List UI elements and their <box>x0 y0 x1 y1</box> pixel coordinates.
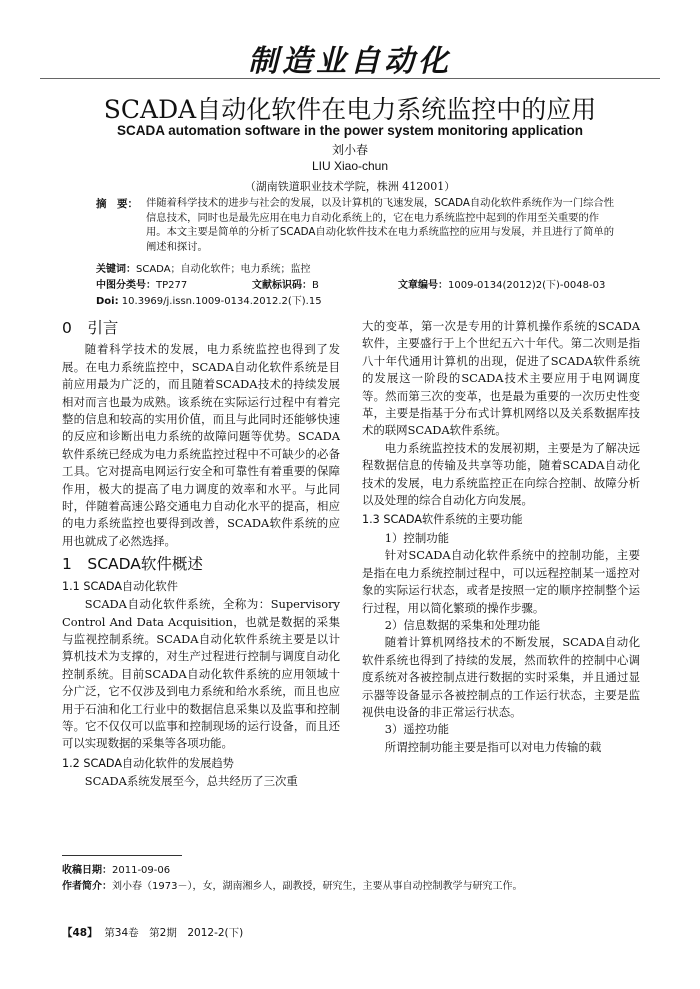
doi-row <box>96 294 322 309</box>
article-number-value: 1009-0134(2012)2(下)-0048-03 <box>448 280 606 291</box>
introduction-paragraph: 随着科学技术的发展，电力系统监控也得到了发展。在电力系统监控中，SCADA自动化软件系统是目前应用最为广泛的，而且随着SCADA技术的持续发展相对而言也最为成熟。该系统在实际运行过程中有着完整的信息和较高的实用价值，而且与此同时还能够快速的反应和诊断出电力系统的故障问题等优势。SCADA软件系统已经成为电力系统监控过程中不可缺少的必备工具。它对提高电网运行安全和可靠性有着重要的保障作用，极大的提高了电力调度的效率和水平。与此同时，伴随着高速公路交通电力自动化水平的提高，相应的电力系统监控也要得到改善，SCADA软件系统的应用也就成了必然选择。 <box>62 342 340 548</box>
affiliation: （湖南铁道职业技术学院，株洲 412001） <box>244 180 456 193</box>
author-bio-row <box>62 877 662 892</box>
left-column <box>62 314 340 791</box>
footnote-divider <box>62 855 182 856</box>
paper-title-english: SCADA automation software in the power system monitoring application <box>116 123 584 138</box>
section-1-1-paragraph: SCADA自动化软件系统，全称为：Supervisory Control And Data Acquisition，也就是数据的采集与监视控制系统。SCADA自动化软件系统主要是以计算机技术为支撑的，对生产过程进行控制与调度自动化控制系统。目前SCADA自动化软件系统的应用领域十分广泛，它不仅涉及到电力系统和给水系统，而且也应用于石油和化工行业中的数据信息采集以及监事和控制等。它不仅仅可以监事和控制现场的运行设备，而且还可以实现数据的采集等各项功能。 <box>62 597 340 751</box>
received-date-value: 2011-09-06 <box>112 865 171 876</box>
section-1-2-heading: 1.2 SCADA自动化软件的发展趋势 <box>62 756 234 770</box>
volume-issue: 第34卷 第2期 2012-2(下) <box>104 927 244 939</box>
doi-value: 10.3969/j.issn.1009-0134.2012.2(下).15 <box>121 296 322 307</box>
right-column <box>362 318 640 756</box>
doc-code-label: 文献标识码： <box>252 280 312 291</box>
clc-row <box>96 278 187 293</box>
received-date-label: 收稿日期： <box>62 865 112 876</box>
keywords-text: SCADA；自动化软件；电力系统；监控 <box>136 264 311 275</box>
function-3-paragraph: 所谓控制功能主要是指可以对电力传输的载 <box>384 739 602 754</box>
section-1-2-paragraph: SCADA系统发展至今，总共经历了三次重 <box>84 774 298 789</box>
received-date-row <box>62 861 170 876</box>
author-name-english: LIU Xiao-chun <box>311 159 389 173</box>
keywords-row <box>96 262 311 277</box>
author-bio-value: 刘小春（1973－），女，湖南湘乡人，副教授，研究生，主要从事自动控制教学与研究工作。 <box>112 881 523 892</box>
clc-label: 中图分类号： <box>96 280 156 291</box>
section-1-1-heading: 1.1 SCADA自动化软件 <box>62 579 178 593</box>
header-divider <box>40 78 660 79</box>
function-3-heading: 3）遥控功能 <box>384 722 449 737</box>
author-bio-label: 作者简介： <box>62 881 112 892</box>
article-number-label: 文章编号： <box>398 280 448 291</box>
section-1-heading: 1 SCADA软件概述 <box>62 555 203 574</box>
clc-value: TP277 <box>156 280 188 291</box>
function-1-paragraph: 针对SCADA自动化软件系统中的控制功能，主要是指在电力系统控制过程中，可以远程控制某一遥控对象的实际运行状态，或者是按照一定的顺序控制整个运行过程，用以简化繁琐的操作步骤。 <box>362 548 640 615</box>
continuation-paragraph: 大的变革，第一次是专用的计算机操作系统的SCADA软件，主要盛行于上个世纪五六十年代。第二次则是指八十年代通用计算机的出现，促进了SCADA软件系统的发展这一阶段的SCADA技术主要应用于电网调度等。然而第三次的变革，也是最为重要的一次历史性变革，主要是指基于分布式计算机网络以及关系数据库技术的联网SCADA软件系统。 <box>362 319 640 438</box>
page-number: 【48】 <box>62 927 98 939</box>
article-number-row <box>398 278 605 293</box>
function-1-heading: 1）控制功能 <box>384 530 449 545</box>
section-1-3-heading: 1.3 SCADA软件系统的主要功能 <box>362 513 523 527</box>
doi-label: Doi: <box>96 296 119 307</box>
paper-title: SCADA自动化软件在电力系统监控中的应用 <box>103 95 597 124</box>
development-paragraph: 电力系统监控技术的发展初期，主要是为了解决远程数据信息的传输及共享等功能，随着SCADA自动化技术的发展，电力系统监控正在向综合控制、故障分析以及处理的综合自动化方向发展。 <box>362 440 640 508</box>
abstract-text: 伴随着科学技术的进步与社会的发展，以及计算机的飞速发展，SCADA自动化软件系统作为一门综合性信息技术，同时也是最先应用在电力自动化系统上的，它在电力系统监控中起到的作用至关重要的作用。本文主要是简单的分析了SCADA自动化软件技术在电力系统监控的应用与发展，并且进行了简单的阐述和探讨。 <box>146 197 615 253</box>
journal-name: 制造业自动化 <box>248 44 452 79</box>
author-name: 刘小春 <box>331 143 368 157</box>
doc-code-value: B <box>312 280 319 291</box>
keywords-label: 关键词： <box>96 264 136 275</box>
function-2-heading: 2）信息数据的采集和处理功能 <box>384 617 541 632</box>
function-2-paragraph: 随着计算机网络技术的不断发展，SCADA自动化软件系统也得到了持续的发展，然而软件的控制中心调度系统对各被控制点进行数据的实时采集，并且通过显示器等设备显示各被控制点的工作运行状态，主要是监视供电设备的非正常运行状态。 <box>362 635 640 719</box>
section-0-heading: 0 引言 <box>62 319 119 337</box>
page-info <box>62 925 243 940</box>
abstract-label: 摘 要： <box>96 198 138 210</box>
doc-code-row <box>252 278 319 293</box>
